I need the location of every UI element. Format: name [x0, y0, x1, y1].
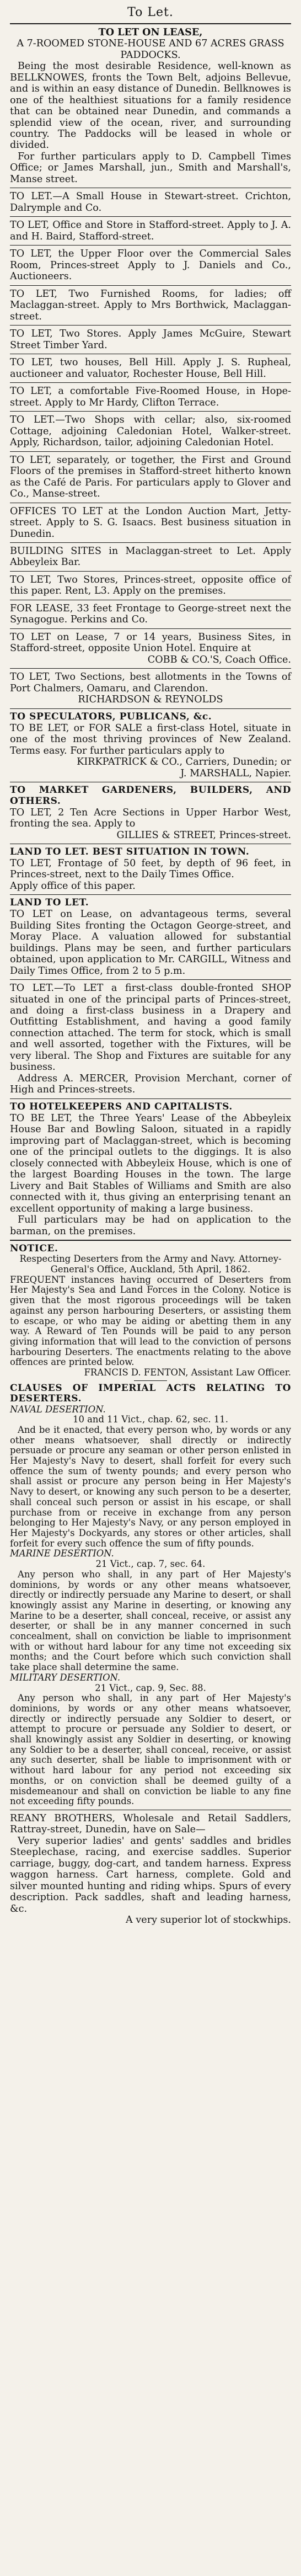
ad-reference: 21 Vict., cap. 7, sec. 64.	[95, 1559, 206, 1570]
ad-subheading: NAVAL DESERTION.	[10, 1404, 106, 1415]
divider	[10, 571, 291, 572]
ad-offices	[10, 506, 291, 540]
divider	[10, 628, 291, 629]
ad-heading: LAND TO LET. BEST SITUATION IN TOWN.	[10, 846, 250, 858]
ad-reference: 21 Vict., cap. 9, Sec. 88.	[95, 1682, 206, 1693]
ad-heading: NOTICE.	[10, 1243, 58, 1254]
ad-cottage	[10, 386, 291, 408]
ad-signature: KIRKPATRICK & CO., Carriers, Dunedin; or	[77, 756, 291, 768]
ad-reany-brothers	[10, 1813, 291, 1926]
ad-shops	[10, 414, 291, 448]
ad-heading: REANY BROTHERS, Wholesale and Retail Saddlers, Rattray-street, Dunedin, have on Sale—	[10, 1812, 291, 1836]
divider	[10, 411, 291, 412]
ad-signature: Address A. MERCER, Provision Merchant, corner of High and Princes-streets.	[10, 1073, 291, 1096]
ad-reference: 10 and 11 Vict., chap. 62, sec. 11.	[73, 1414, 228, 1425]
ad-body: TO LET, the Upper Floor over the Commercial Sales Room, Princes-street Apply to J. Daniels and Co., Auctioneers.	[10, 248, 291, 282]
ad-body: A very superior lot of stockwhips.	[126, 1914, 291, 1926]
ad-body: For further particulars apply to D. Campbell Times Office; or James Marshall, jun., Smith and Marshall's, Manse street.	[10, 151, 291, 185]
ad-body: Very superior ladies' and gents' saddles and bridles Steeplechase, racing, and exercise saddles. Superior carriage, buggy, dog-cart, and tandem harness. Express waggon harness. Cart harness, complete. Gold and silver mounted hunting and riding whips. Spurs of every description. Pack saddles, shaft and leading harness, &c.	[10, 1835, 291, 1914]
ad-heading: TO SPECULATORS, PUBLICANS, &c.	[10, 711, 212, 722]
ad-body: BUILDING SITES in Maclaggan-street to Let. Apply Abbeyleix Bar.	[10, 546, 291, 568]
ad-subheading: MARINE DESERTION.	[10, 1548, 114, 1559]
ad-body: TO LET, Two Stores, Princes-street, opposite office of this paper. Rent, L3. Apply on the premises.	[10, 574, 291, 597]
divider	[10, 1240, 291, 1241]
ad-double-shop	[10, 983, 291, 1096]
ad-lease-33	[10, 603, 291, 626]
divider	[10, 708, 291, 709]
ad-office-store	[10, 220, 291, 242]
ad-body: And be it enacted, that every person who, by words or any other means whatsoever, shall directly or indirectly persuade or procure any seaman or other person enlisted in Her Majesty's Navy to desert, shall forfeit for every such offence the sum of twenty pounds; and every person who shall assist or procure any person being in Her Majesty's Navy to desert, or knowing any such person to be a deserter, shall conceal such person or assist in his escape, or shall purchase from or receive in exchange from any person belonging to Her Majesty's Navy, or any person employed in Her Majesty's Dockyards, any stores or other articles, shall forfeit for every such offence the sum of fifty pounds.	[10, 1424, 291, 1549]
divider	[10, 245, 291, 246]
divider	[10, 979, 291, 980]
ad-signature: GILLIES & STREET, Princes-street.	[116, 829, 291, 841]
ad-body: Any person who shall, in any part of Her Majesty's dominions, by words or any other means whatsoever, directly or indirectly persuade any Marine to desert, or shall knowingly assist any Marine in deserting, or knowing any Marine to be a deserter, shall conceal, receive, or assist any deserter, or shall be in any manner concerned in such concealment, shall on conviction be liable to imprisonment with or without hard labour for any time not exceeding six months; and the Court before which such conviction shall take place shall determine the same.	[10, 1569, 291, 1673]
ad-signature: Apply office of this paper.	[10, 880, 136, 892]
ad-body: FOR LEASE, 33 feet Frontage to George-street next the Synagogue. Perkins and Co.	[10, 602, 291, 626]
ad-body: TO LET.—A Small House in Stewart-street. Crichton, Dalrymple and Co.	[10, 191, 291, 214]
ad-heading: LAND TO LET.	[10, 897, 89, 909]
ad-subheading: A 7-ROOMED STONE-HOUSE AND 67 ACRES GRASS PADDOCKS.	[17, 38, 284, 61]
divider	[10, 668, 291, 669]
ad-heading: TO MARKET GARDENERS, BUILDERS, AND OTHERS.	[10, 785, 291, 807]
ad-signature: FRANCIS D. FENTON, Assistant Law Officer.	[84, 1367, 291, 1378]
ad-furnished-rooms	[10, 289, 291, 322]
ad-body: TO LET, Frontage of 50 feet, by depth of 96 feet, in Princes-street, next to the Daily Times Office.	[10, 857, 291, 881]
column-title: To Let.	[127, 6, 174, 19]
divider	[10, 216, 291, 217]
ad-sections	[10, 671, 291, 705]
divider	[10, 542, 291, 543]
ad-body: FREQUENT instances having occurred of Deserters from Her Majesty's Sea and Land Forces in the Colony. Notice is given that the most rigorous proceedings will be taken against any person harbouring Deserters, or assisting them to escape, or who may be aiding or abetting them in any way. A Reward of Ten Pounds will be paid to any person giving information that will lead to the conviction of persons harbouring Deserters. The enactments relating to the above offences are printed below.	[10, 1274, 291, 1368]
ad-body: TO LET, separately, or together, the First and Ground Floors of the premises in Stafford-street hitherto known as the Café de Paris. For particulars apply to Glover and Co., Manse-street.	[10, 454, 291, 500]
ad-signature: RICHARDSON & REYNOLDS	[78, 694, 223, 706]
divider	[10, 1098, 291, 1099]
ad-body: Being the most desirable Residence, well-known as BELLKNOWES, fronts the Town Belt, adjoins Bellevue, and is within an easy distance of Dunedin. Bellknowes is one of the healthiest situations for a family residence that can be obtained near Dunedin, and commands a splendid view of the ocean, river, and surrounding country. The Paddocks will be leased in whole or divided.	[10, 61, 291, 151]
ad-signature: Full particulars may be had on application to the barman, on the premises.	[10, 1214, 291, 1237]
ad-body: TO LET, Two Stores. Apply James McGuire, Stewart Street Timber Yard.	[10, 328, 291, 351]
ad-body: TO LET, Two Sections, best allotments in the Towns of Port Chalmers, Oamaru, and Clarendon.	[10, 671, 291, 694]
ad-body: TO LET, a comfortable Five-Roomed House, in Hope-street. Apply to Mr Hardy, Clifton Terrace.	[10, 386, 291, 408]
ad-body: TO LET on Lease, on advantageous terms, several Building Sites fronting the Octagon George-street, and Moray Place. A valuation allowed for substantial buildings. Plans may be seen, and further particulars obtained, upon application to Mr. CARGILL, Witness and Daily Times Office, from 2 to 5 p.m.	[10, 909, 291, 977]
ad-body: OFFICES TO LET at the London Auction Mart, Jetty-street. Apply to S. G. Isaacs. Best business situation in Dunedin.	[10, 505, 291, 540]
ad-body: TO LET.—To LET a first-class double-fronted SHOP situated in one of the principal parts of Princes-street, and doing a first-class business in a Drapery and Outfitting Establishment, and having a good family connection attached. The term for stock, which is small and well assorted, together with the Fixtures, will be very liberal. The Shop and Fixtures are suitable for any business.	[10, 983, 291, 1073]
ad-heading: TO HOTELKEEPERS AND CAPITALISTS.	[10, 1101, 233, 1112]
divider	[134, 1380, 167, 1381]
divider	[10, 285, 291, 286]
ad-heading: TO LET ON LEASE,	[98, 26, 203, 38]
ad-body: TO LET on Lease, 7 or 14 years, Business Sites, in Stafford-street, opposite Union Hotel. Enquire at	[10, 631, 291, 654]
ad-small-house	[10, 191, 291, 214]
ad-two-houses	[10, 357, 291, 380]
divider	[10, 325, 291, 326]
ad-signature: COBB & CO.'S, Coach Office.	[147, 654, 291, 665]
ad-body: TO LET, Office and Store in Stafford-street. Apply to J. A. and H. Baird, Stafford-street.	[10, 220, 291, 242]
divider	[10, 23, 291, 24]
divider	[10, 451, 291, 452]
ad-body: TO LET, Two Furnished Rooms, for ladies; off Maclaggan-street. Apply to Mrs Borthwick, Maclaggan-street.	[10, 288, 291, 322]
ad-publicans	[10, 712, 291, 779]
ad-subheading: Respecting Deserters from the Army and Navy. Attorney-General's Office, Auckland, 5th April, 1862.	[19, 1254, 282, 1275]
ad-lease-7	[10, 632, 291, 665]
ad-body: TO LET, two houses, Bell Hill. Apply J. S. Rupheal, auctioneer and valuator, Rochester House, Bell Hill.	[10, 357, 291, 380]
ad-hotelkeepers	[10, 1102, 291, 1237]
ad-cafe	[10, 455, 291, 500]
ad-stores	[10, 328, 291, 351]
ad-gardeners	[10, 785, 291, 841]
ad-signature: J. MARSHALL, Napier.	[180, 767, 291, 779]
ad-town-land	[10, 847, 291, 892]
ad-building-sites	[10, 546, 291, 568]
ad-body: TO BE LET, the Three Years' Lease of the Abbeyleix House Bar and Bowling Saloon, situated in a rapidly improving part of Maclaggan-street, which is becoming one of the principal outlets to the diggings. It is also closely connected with Abbeyleix House, which is one of the largest Boarding Houses in the town. The large Livery and Bait Stables of Williams and Smith are also connected with it, thus giving an enterprising tenant an excellent opportunity of making a large business.	[10, 1112, 291, 1214]
divider	[10, 894, 291, 895]
ad-heading: CLAUSES OF IMPERIAL ACTS RELATING TO DESERTERS.	[10, 1382, 291, 1405]
ad-land-lease	[10, 898, 291, 977]
ad-princes-stores	[10, 574, 291, 597]
ad-body: TO LET, 2 Ten Acre Sections in Upper Harbor West, fronting the sea. Apply to	[10, 807, 291, 830]
divider	[10, 382, 291, 383]
ad-bellknowes	[10, 27, 291, 185]
ad-body: Any person who shall, in any part of Her Majesty's dominions, by words or any other means whatsoever, directly or indirectly persuade any Soldier to desert, or attempt to procure or persuade any Soldier to desert, or shall knowingly assist any Soldier in deserting, or knowing any Soldier to be a deserter, shall conceal, receive, or assist any such deserter, shall be liable to imprisonment with or without hard labour for any period not exceeding six months, or on conviction shall be deemed guilty of a misdemeanour and shall on conviction be liable to any fine not exceeding fifty pounds.	[10, 1693, 291, 1807]
ad-body: TO LET.—Two Shops with cellar; also, six-roomed Cottage, adjoining Caledonian Hotel, Walker-street. Apply, Richardson, tailor, adjoining Caledonian Hotel.	[10, 414, 291, 449]
ad-deserters-notice	[10, 1244, 291, 1807]
ad-upper-floor	[10, 248, 291, 282]
ad-body: TO BE LET, or FOR SALE a first-class Hotel, situate in one of the most thriving provinces of New Zealand. Terms easy. For further particulars apply to	[10, 722, 291, 756]
ad-subheading: MILITARY DESERTION.	[10, 1672, 121, 1683]
